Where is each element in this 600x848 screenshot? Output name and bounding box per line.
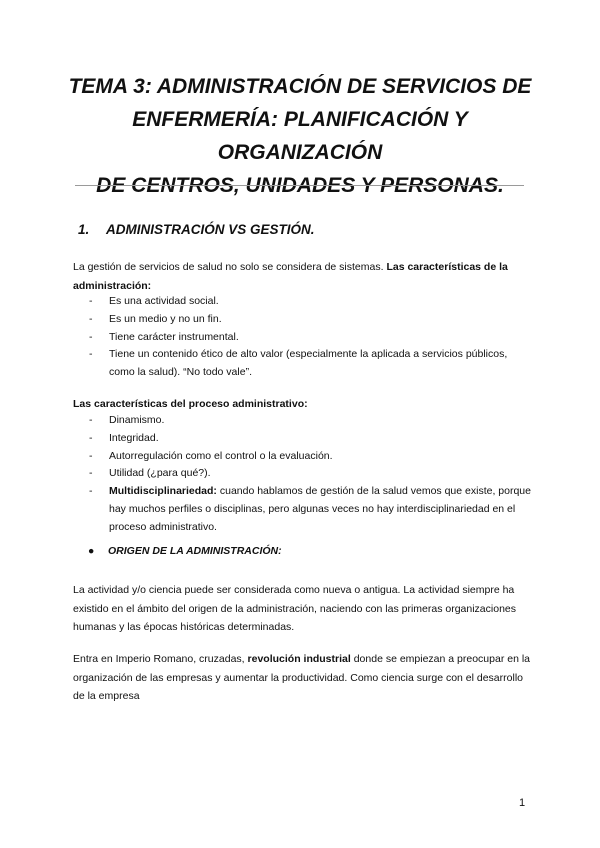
process-heading: Las características del proceso administrativo: <box>73 398 308 410</box>
dash-marker: - <box>89 348 93 361</box>
list-item <box>73 430 533 448</box>
process-characteristics-list <box>73 412 533 537</box>
section-title: ADMINISTRACIÓN VS GESTIÓN. <box>106 222 315 237</box>
dash-marker: - <box>89 449 93 462</box>
dash-marker: - <box>89 467 93 480</box>
origin-paragraph-2 <box>73 650 533 706</box>
list-item-text: Dinamismo. <box>109 414 165 426</box>
admin-characteristics-list <box>73 293 533 382</box>
list-item-text: cuando hablamos de gestión de la salud vemos que existe, porque hay muchos perfiles o disciplinas, pero algunas veces no hay interdisciplinariedad en el proceso administrativo. <box>109 485 531 533</box>
dash-marker: - <box>89 485 93 498</box>
para2-text-a: Entra en Imperio Romano, cruzadas, <box>73 653 248 665</box>
list-item-text: Utilidad (¿para qué?). <box>109 467 211 480</box>
para2-bold: revolución industrial <box>247 653 351 665</box>
dash-marker: - <box>89 431 93 444</box>
page-number: 1 <box>519 797 526 809</box>
list-item <box>73 311 533 329</box>
title-line-3: DE CENTROS, UNIDADES Y PERSONAS. <box>96 174 504 197</box>
title-line-2: ENFERMERÍA: PLANIFICACIÓN Y ORGANIZACIÓN <box>132 108 468 164</box>
list-item-text: Es una actividad social. <box>109 295 219 307</box>
intro-paragraph <box>73 258 533 295</box>
list-item <box>73 483 533 536</box>
list-item <box>73 329 533 347</box>
origin-paragraph-1: La actividad y/o ciencia puede ser considerada como nueva o antigua. La actividad siempre ha existido en el ámbito del origen de la administración, naciendo con las primeras organizaciones humanas y las épocas históricas determinadas. <box>73 584 516 633</box>
intro-text: La gestión de servicios de salud no solo se considera de sistemas. <box>73 261 387 273</box>
list-item <box>73 412 533 430</box>
bullet-icon: ● <box>88 545 95 557</box>
list-item <box>73 293 533 311</box>
title-divider <box>75 185 524 186</box>
origin-heading-text: ORIGEN DE LA ADMINISTRACIÓN: <box>108 545 282 557</box>
list-item-text: Autorregulación como el control o la evaluación. <box>109 449 333 462</box>
origin-heading <box>88 545 282 557</box>
intro-bold: Las características de la administración: <box>73 261 508 292</box>
list-item <box>73 465 533 483</box>
list-item-text: Tiene un contenido ético de alto valor (especialmente la aplicada a servicios públicos, como la salud). “No todo vale”. <box>109 348 508 379</box>
dash-marker: - <box>89 414 93 426</box>
document-title <box>60 70 540 202</box>
list-item-text: Tiene carácter instrumental. <box>109 330 239 343</box>
dash-marker: - <box>89 330 93 343</box>
section-heading <box>78 222 315 237</box>
list-item <box>73 346 533 382</box>
list-item-text: Es un medio y no un fin. <box>109 312 222 325</box>
dash-marker: - <box>89 295 93 307</box>
para2-text-b: donde se empiezan a preocupar en la organización de las empresas y aumentar la productividad. Como ciencia surge con el desarrollo de la empresa <box>73 653 531 702</box>
list-item-bold: Multidisciplinariedad: <box>109 485 217 498</box>
dash-marker: - <box>89 312 93 325</box>
list-item-text: Integridad. <box>109 431 159 444</box>
title-line-1: TEMA 3: ADMINISTRACIÓN DE SERVICIOS DE <box>68 75 532 98</box>
section-number: 1. <box>78 222 90 237</box>
list-item <box>73 448 533 466</box>
